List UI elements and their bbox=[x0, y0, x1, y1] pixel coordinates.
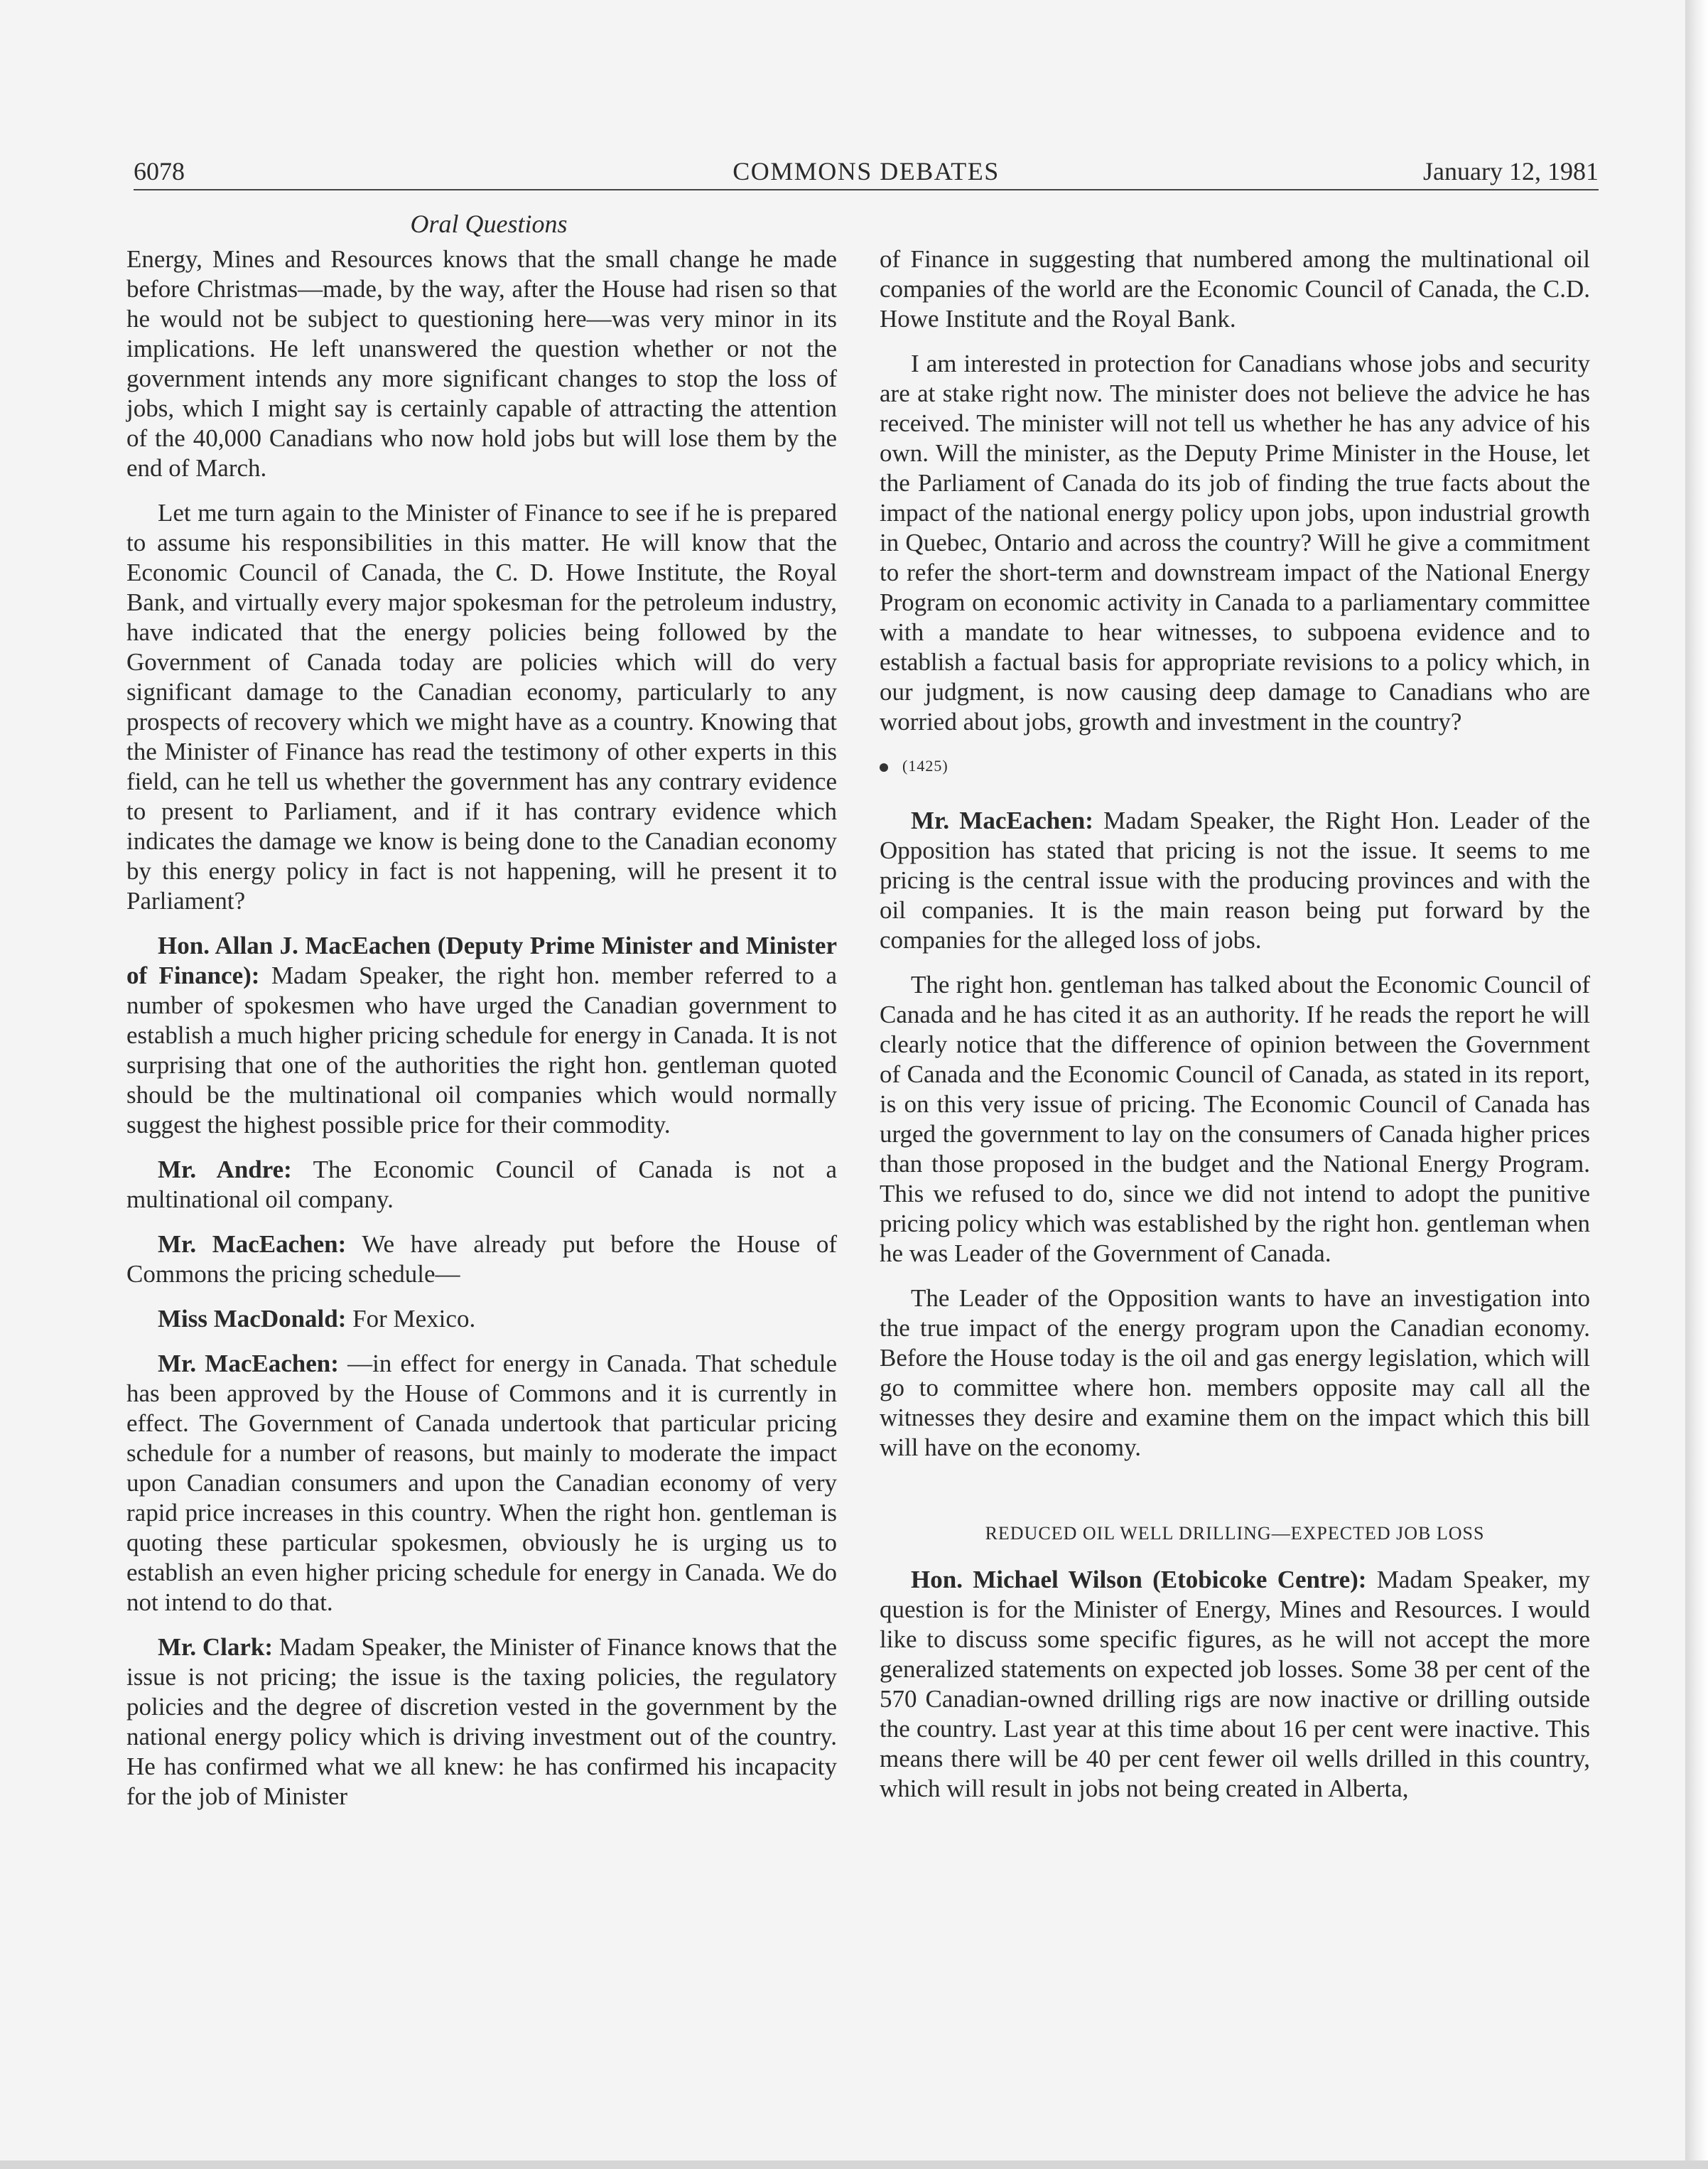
subheading: REDUCED OIL WELL DRILLING—EXPECTED JOB LOSS bbox=[985, 1523, 1485, 1544]
speech bbox=[126, 1349, 837, 1618]
speech-text: Madam Speaker, the right hon. member referred to a number of spokesmen who have urged the Canadian government to establish a much higher pricing schedule for energy in Canada. It is not surprising that one of the authorities the right hon. gentleman quoted should be the multinational oil companies which would normally suggest the highest possible price for their commodity. bbox=[126, 962, 837, 1139]
paragraph-text: of Finance in suggesting that numbered among the multinational oil companies of the world are the Economic Council of Canada, the C.D. Howe Institute and the Royal Bank. bbox=[880, 245, 1590, 333]
bullet-icon bbox=[880, 763, 888, 772]
section-label: Oral Questions bbox=[410, 210, 568, 238]
time-marker bbox=[880, 752, 1590, 780]
paragraph bbox=[880, 970, 1590, 1269]
speech-text: We have already put before the House of Commons the pricing schedule— bbox=[126, 1230, 837, 1288]
speaker-name: Mr. Andre: bbox=[158, 1156, 292, 1183]
paragraph bbox=[880, 1283, 1590, 1463]
paragraph bbox=[126, 244, 837, 483]
speech bbox=[126, 931, 837, 1140]
speaker-name: Miss MacDonald: bbox=[158, 1305, 347, 1333]
speech-text: For Mexico. bbox=[352, 1305, 476, 1333]
speaker-name: Mr. Clark: bbox=[158, 1633, 274, 1661]
speaker-name: Hon. Allan J. MacEachen (Deputy Prime Minister and Minister of Finance): bbox=[126, 932, 837, 989]
paragraph-text: The Leader of the Opposition wants to have an investigation into the true impact of the energy program upon the Canadian economy. Before the House today is the oil and gas energy legislation, which will go to committee where hon. members opposite may call all the witnesses they desire and examine them on the impact which this bill will have on the economy. bbox=[880, 1284, 1590, 1461]
right-column bbox=[880, 244, 1590, 1819]
speech bbox=[880, 1565, 1590, 1804]
publication-date: January 12, 1981 bbox=[1423, 157, 1599, 185]
paragraph bbox=[880, 244, 1590, 334]
speech-text: Madam Speaker, the Minister of Finance knows that the issue is not pricing; the issue is the taxing policies, the regulatory policies and the degree of discretion vested in the government by the national energy policy which is driving investment out of the country. He has confirmed what we all knew: he has confirmed his incapacity for the job of Minister bbox=[126, 1633, 838, 1810]
speech-text: Madam Speaker, my question is for the Minister of Energy, Mines and Resources. I would like to discuss some specific figures, as he will not accept the more generalized statements on expected job losses. Some 38 per cent of the 570 Canadian-owned drilling rigs are now inactive or drilling outside the country. Last year at this time about 16 per cent were inactive. This means there will be 40 per cent fewer oil wells drilled in this country, which will result in jobs not being created in Alberta, bbox=[880, 1566, 1590, 1802]
scan-edge-bottom bbox=[0, 2160, 1708, 2169]
speech bbox=[880, 806, 1590, 955]
paragraph bbox=[880, 349, 1590, 737]
speaker-name: Mr. MacEachen: bbox=[158, 1230, 347, 1258]
paragraph-text: The right hon. gentleman has talked about the Economic Council of Canada and he has cited it as an authority. If he reads the report he will clearly notice that the difference of opinion between the Government of Canada and the Economic Council of Canada, as stated in its report, is on this very issue of pricing. The Economic Council of Canada has urged the government to lay on the consumers of Canada higher prices than those proposed in the budget and the National Energy Program. This we refused to do, since we did not intend to adopt the punitive pricing policy which was established by the right hon. gentleman when he was Leader of the Government of Canada. bbox=[880, 971, 1590, 1267]
speech-text: The Economic Council of Canada is not a multinational oil company. bbox=[126, 1156, 837, 1213]
speech bbox=[126, 1155, 837, 1215]
speech bbox=[126, 1229, 837, 1289]
page-header bbox=[134, 155, 1599, 188]
speaker-name: Mr. MacEachen: bbox=[911, 807, 1093, 834]
paragraph bbox=[126, 498, 837, 916]
speaker-name: Hon. Michael Wilson (Etobicoke Centre): bbox=[911, 1566, 1367, 1593]
paragraph-text: Let me turn again to the Minister of Finance to see if he is prepared to assume his responsibilities in this matter. He will know that the Economic Council of Canada, the C. D. Howe Institute, the Royal Bank, and virtually every major spokesman for the petroleum industry, have indicated that the energy policies being followed by the Government of Canada today are policies which will do very significant damage to the Canadian economy, particularly to any prospects of recovery which we might have as a country. Knowing that the Minister of Finance has read the testimony of other experts in this field, can he tell us whether the government has any contrary evidence to present to Parliament, and if it has contrary evidence which indicates the damage we know is being done to the Canadian economy by this energy policy in fact is not happening, will he present it to Parliament? bbox=[126, 499, 837, 915]
publication-title: COMMONS DEBATES bbox=[733, 157, 1000, 185]
speech-text: Madam Speaker, the Right Hon. Leader of the Opposition has stated that pricing is not the issue. It seems to me pricing is the central issue with the producing provinces and with the oil companies. It is the main reason being put forward by the companies for the alleged loss of jobs. bbox=[880, 807, 1590, 954]
speech bbox=[126, 1632, 837, 1812]
paragraph-text: I am interested in protection for Canadians whose jobs and security are at stake right now. The minister does not believe the advice he has received. The minister will not tell us whether he has any advice of his own. Will the minister, as the Deputy Prime Minister in the House, let the Parliament of Canada do its job of finding the true facts about the impact of the national energy policy upon jobs, upon industrial growth in Quebec, Ontario and across the country? Will he give a commitment to refer the short-term and downstream impact of the National Energy Program on economic activity in Canada to a parliamentary committee with a mandate to hear witnesses, to subpoena evidence and to establish a factual basis for appropriate revisions to a policy which, in our judgment, is now causing deep damage to Canadians who are worried about jobs, growth and investment in the country? bbox=[880, 350, 1590, 736]
page-number: 6078 bbox=[134, 157, 185, 185]
speech-text: —in effect for energy in Canada. That schedule has been approved by the House of Commons and it is currently in effect. The Government of Canada undertook that particular pricing schedule for a number of reasons, but mainly to moderate the impact upon Canadian consumers and upon the Canadian economy of very rapid price increases in this country. When the right hon. gentleman is quoting these particular spokesmen, obviously he is urging us to establish an even higher pricing schedule for energy in Canada. We do not intend to do that. bbox=[126, 1350, 838, 1616]
header-rule bbox=[134, 189, 1599, 190]
time-marker-text: (1425) bbox=[902, 757, 948, 775]
speech bbox=[126, 1304, 837, 1334]
speaker-name: Mr. MacEachen: bbox=[158, 1350, 339, 1377]
left-column bbox=[126, 244, 837, 1826]
paragraph-text: Energy, Mines and Resources knows that the small change he made before Christmas—made, by the way, after the House had risen so that he would not be subject to questioning here—was very minor in its implications. He left unanswered the question whether or not the government intends any more significant changes to stop the loss of jobs, which I might say is certainly capable of attracting the attention of the 40,000 Canadians who now hold jobs but will lose them by the end of March. bbox=[126, 245, 837, 482]
scan-edge-right bbox=[1685, 0, 1708, 2169]
